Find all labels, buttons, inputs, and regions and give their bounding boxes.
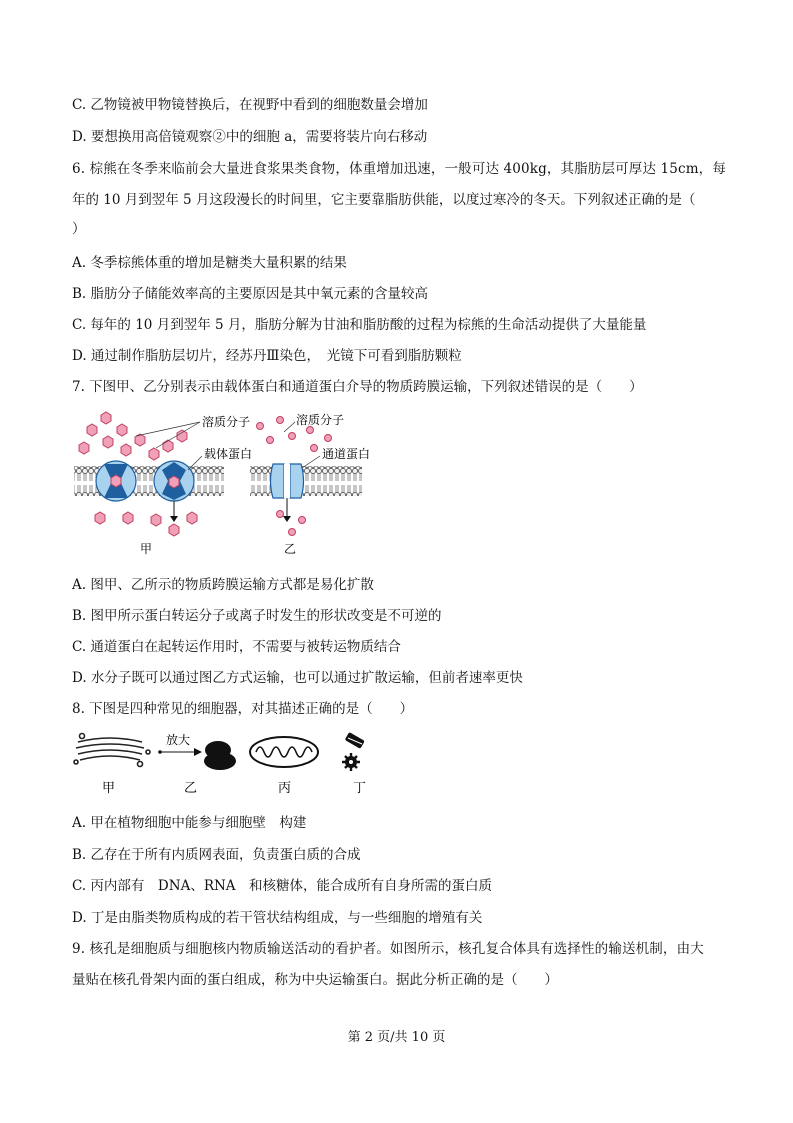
ribosome — [204, 741, 236, 770]
q6-stem-2: 年的 10 月到翌年 5 月这段漫长的时间里，它主要靠脂肪供能，以度过寒冷的冬天。下列叙述正确的是（ — [72, 192, 696, 208]
q6-option-d: D. 通过制作脂肪层切片，经苏丹Ⅲ染色， 光镜下可看到脂肪颗粒 — [72, 348, 462, 364]
zoom-label: 放大 — [166, 733, 191, 747]
caption-jia: 甲 — [140, 542, 153, 556]
page-footer: 第 2 页/共 10 页 — [347, 1030, 446, 1045]
solute-molecules-top-a — [79, 412, 187, 460]
q6-option-a: A. 冬季棕熊体重的增加是糖类大量积累的结果 — [72, 255, 347, 271]
q7-option-c: C. 通道蛋白在起转运作用时，不需要与被转运物质结合 — [72, 639, 401, 655]
carrier-protein-label: 载体蛋白 — [204, 447, 253, 461]
q6-option-c: C. 每年的 10 月到翌年 5 月，脂肪分解为甘油和脂肪酸的过程为棕熊的生命活动提供了大量能量 — [72, 317, 647, 333]
channel-protein-label: 通道蛋白 — [322, 447, 371, 461]
caption-ribosome: 乙 — [184, 781, 198, 796]
carrier-protein-2 — [154, 461, 194, 501]
solute-label-a: 溶质分子 — [202, 415, 251, 429]
q6-option-b: B. 脂肪分子储能效率高的主要原因是其中氧元素的含量较高 — [72, 286, 429, 302]
golgi-apparatus — [74, 734, 150, 767]
figure-membrane-transport — [70, 408, 380, 558]
caption-mitochondrion: 丙 — [278, 781, 292, 796]
q8-option-b: B. 乙存在于所有内质网表面，负责蛋白质的合成 — [72, 847, 361, 863]
caption-centrosome: 丁 — [353, 781, 367, 796]
q9-stem-2: 量贴在核孔骨架内面的蛋白组成，称为中央运输蛋白。据此分析正确的是（ ） — [72, 972, 558, 988]
q8-stem: 8. 下图是四种常见的细胞器，对其描述正确的是（ ） — [72, 701, 414, 717]
channel-protein — [271, 464, 304, 498]
q8-option-a: A. 甲在植物细胞中能参与细胞壁 构建 — [72, 815, 307, 831]
q6-stem-3: ） — [72, 221, 86, 237]
solute-molecules-bottom-a — [95, 512, 197, 536]
solute-label-b: 溶质分子 — [296, 413, 345, 427]
carrier-protein-1 — [96, 461, 136, 501]
q7-option-b: B. 图甲所示蛋白转运分子或离子时发生的形状改变是不可逆的 — [72, 608, 442, 624]
q7-option-a: A. 图甲、乙所示的物质跨膜运输方式都是易化扩散 — [72, 577, 374, 593]
q5-option-c: C. 乙物镜被甲物镜替换后，在视野中看到的细胞数量会增加 — [72, 97, 428, 113]
figure-organelles — [70, 728, 380, 800]
q7-option-d: D. 水分子既可以通过图乙方式运输，也可以通过扩散运输，但前者速率更快 — [72, 670, 523, 686]
q5-option-d: D. 要想换用高倍镜观察②中的细胞 a，需要将装片向右移动 — [72, 129, 428, 145]
caption-yi: 乙 — [284, 542, 297, 556]
membrane-b — [250, 466, 362, 496]
centrosome — [342, 732, 365, 771]
caption-golgi: 甲 — [102, 781, 116, 796]
q9-stem-1: 9. 核孔是细胞质与细胞核内物质输送活动的看护者。如图所示，核孔复合体具有选择性的输送机制，由大 — [72, 941, 704, 957]
q8-option-d: D. 丁是由脂类物质构成的若干管状结构组成，与一些细胞的增殖有关 — [72, 910, 483, 926]
mitochondrion — [250, 737, 318, 767]
q8-option-c: C. 丙内部有 DNA、RNA 和核糖体，能合成所有自身所需的蛋白质 — [72, 878, 493, 894]
q6-stem-1: 6. 棕熊在冬季来临前会大量进食浆果类食物，体重增加迅速，一般可达 400kg，其脂肪层可厚达 15cm，每 — [72, 161, 726, 177]
q7-stem: 7. 下图甲、乙分别表示由载体蛋白和通道蛋白介导的物质跨膜运输，下列叙述错误的是（ ） — [72, 379, 643, 395]
